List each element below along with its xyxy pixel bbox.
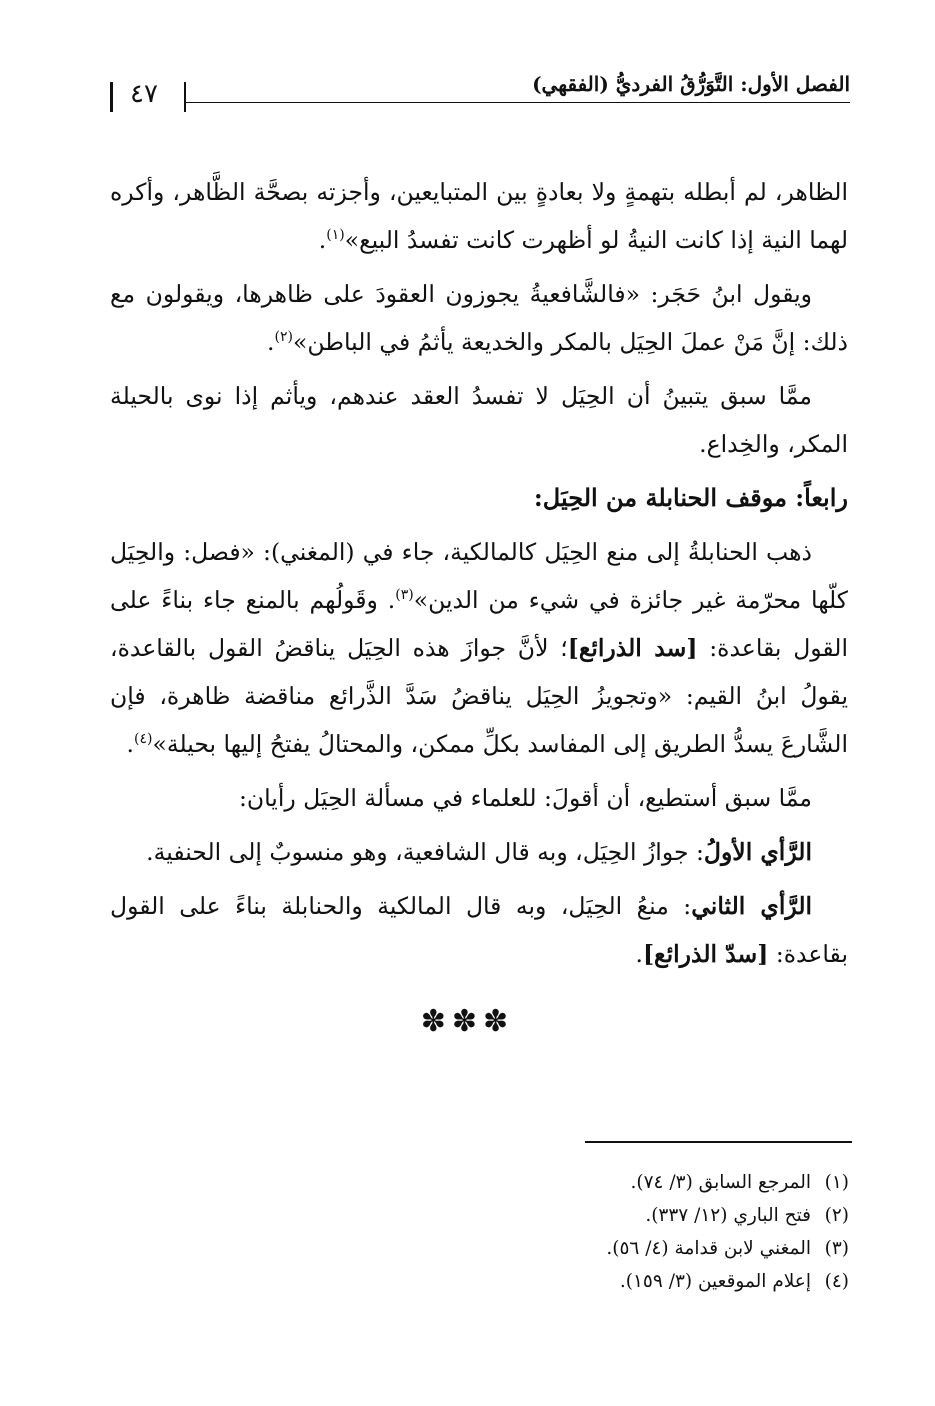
- paragraph-7: [110, 882, 848, 978]
- footnote-ref-4: (٤): [134, 731, 153, 748]
- header-rule: [184, 102, 850, 103]
- opinion-2-label: الرَّأي الثاني: [691, 892, 813, 920]
- footnote-text: فتح الباري (١٢/ ٣٣٧).: [645, 1205, 811, 1226]
- footnote-ref-2: (٢): [274, 329, 293, 346]
- paragraph-2: [110, 270, 848, 366]
- opinion-1-label: الرَّأي الأولُ: [703, 838, 812, 866]
- opinion-1-text: : جوازُ الحِيَل، وبه قال الشافعية، وهو منسوبٌ إلى الحنفية.: [146, 838, 704, 866]
- paragraph-1-text: الظاهر، لم أبطله بتهمةٍ ولا بعادةٍ بين المتبايعين، وأجزته بصحَّة الظَّاهر، وأكره لهما النية إذا كانت النيةُ لو أظهرت كانت تفسدُ البيع»: [110, 178, 848, 254]
- footnote-item: [349, 1166, 849, 1199]
- footnote-number: (٣): [824, 1238, 849, 1259]
- running-title: الفصل الأول: التَّوَرُّقُ الفرديُّ (الفقهي): [532, 72, 850, 96]
- paragraph-3: ممَّا سبق يتبينُ أن الحِيَل لا تفسدُ العقد عندهم، ويأثم إذا نوى بالحيلة المكر، والخِداع.: [110, 382, 848, 458]
- paragraph-1: [110, 168, 848, 264]
- section-separator: ✽✽✽: [420, 1004, 515, 1039]
- footnote-text: المرجع السابق (٣/ ٧٤).: [630, 1172, 811, 1193]
- opinion-2-bold: [سدّ الذرائع]: [642, 940, 769, 968]
- paragraph-2-text: ويقول ابنُ حَجَر: «فالشَّافعيةُ يجوزون العقودَ على ظاهرها، ويقولون مع ذلك: إنَّ مَنْ عملَ الحِيَل بالمكر والخديعة يأثمُ في الباطن»: [110, 280, 848, 356]
- paragraph-4-text-a: ذهب الحنابلةُ إلى منع الحِيَل كالمالكية، جاء في (المغني): «فصل: والحِيَل كلّها محرّمة غير جائزة في شيء من الدين»: [110, 538, 848, 614]
- footnote-ref-1: (١): [326, 227, 345, 244]
- footnotes: [349, 1166, 849, 1298]
- header-bar: [110, 82, 113, 112]
- page-header: [108, 72, 850, 120]
- paragraph-4-end: .: [126, 730, 135, 758]
- page-number: ٤٧: [130, 79, 158, 109]
- footnote-ref-3: (٣): [395, 587, 414, 604]
- paragraph-1-end: .: [318, 226, 327, 254]
- footnote-text: إعلام الموقعين (٣/ ١٥٩).: [619, 1271, 811, 1292]
- footnote-item: [349, 1265, 849, 1298]
- footnote-number: (٤): [824, 1271, 849, 1292]
- paragraph-6: [110, 828, 848, 876]
- header-divider: [184, 82, 186, 112]
- main-text: [110, 168, 848, 984]
- footnote-text: المغني لابن قدامة (٤/ ٥٦).: [606, 1238, 811, 1259]
- footnote-item: [349, 1232, 849, 1265]
- opinion-2-end: .: [635, 940, 643, 968]
- paragraph-4: [110, 528, 848, 768]
- paragraph-4-text-b: . وقَولُهم بالمنع جاء بناءً على القول بقاعدة:: [110, 586, 848, 662]
- paragraph-4-bold: [سد الذرائع]: [567, 634, 698, 662]
- paragraph-5: ممَّا سبق أستطيع، أن أقولَ: للعلماء في مسألة الحِيَل رأيان:: [238, 784, 812, 812]
- footnote-number: (١): [824, 1172, 849, 1193]
- opinion-2-text: : منعُ الحِيَل، وبه قال المالكية والحنابلة بناءً على القول بقاعدة:: [110, 892, 848, 968]
- section-heading: رابعاً: موقف الحنابلة من الحِيَل:: [533, 483, 848, 512]
- paragraph-2-end: .: [267, 328, 275, 356]
- footnote-number: (٢): [824, 1205, 849, 1226]
- footnote-item: [349, 1199, 849, 1232]
- footnote-rule: [585, 1141, 852, 1143]
- paragraph-4-text-c: ؛ لأنَّ جوازَ هذه الحِيَل يناقضُ القول بالقاعدة، يقولُ ابنُ القيم: «وتجويزُ الحِيَل يناقضُ سَدَّ الذَّرائع مناقضة ظاهرة، فإن الشَّارعَ يسدُّ الطريق إلى المفاسد بكلِّ ممكن، والمحتالُ يفتحُ إليها بحيلة»: [110, 634, 848, 758]
